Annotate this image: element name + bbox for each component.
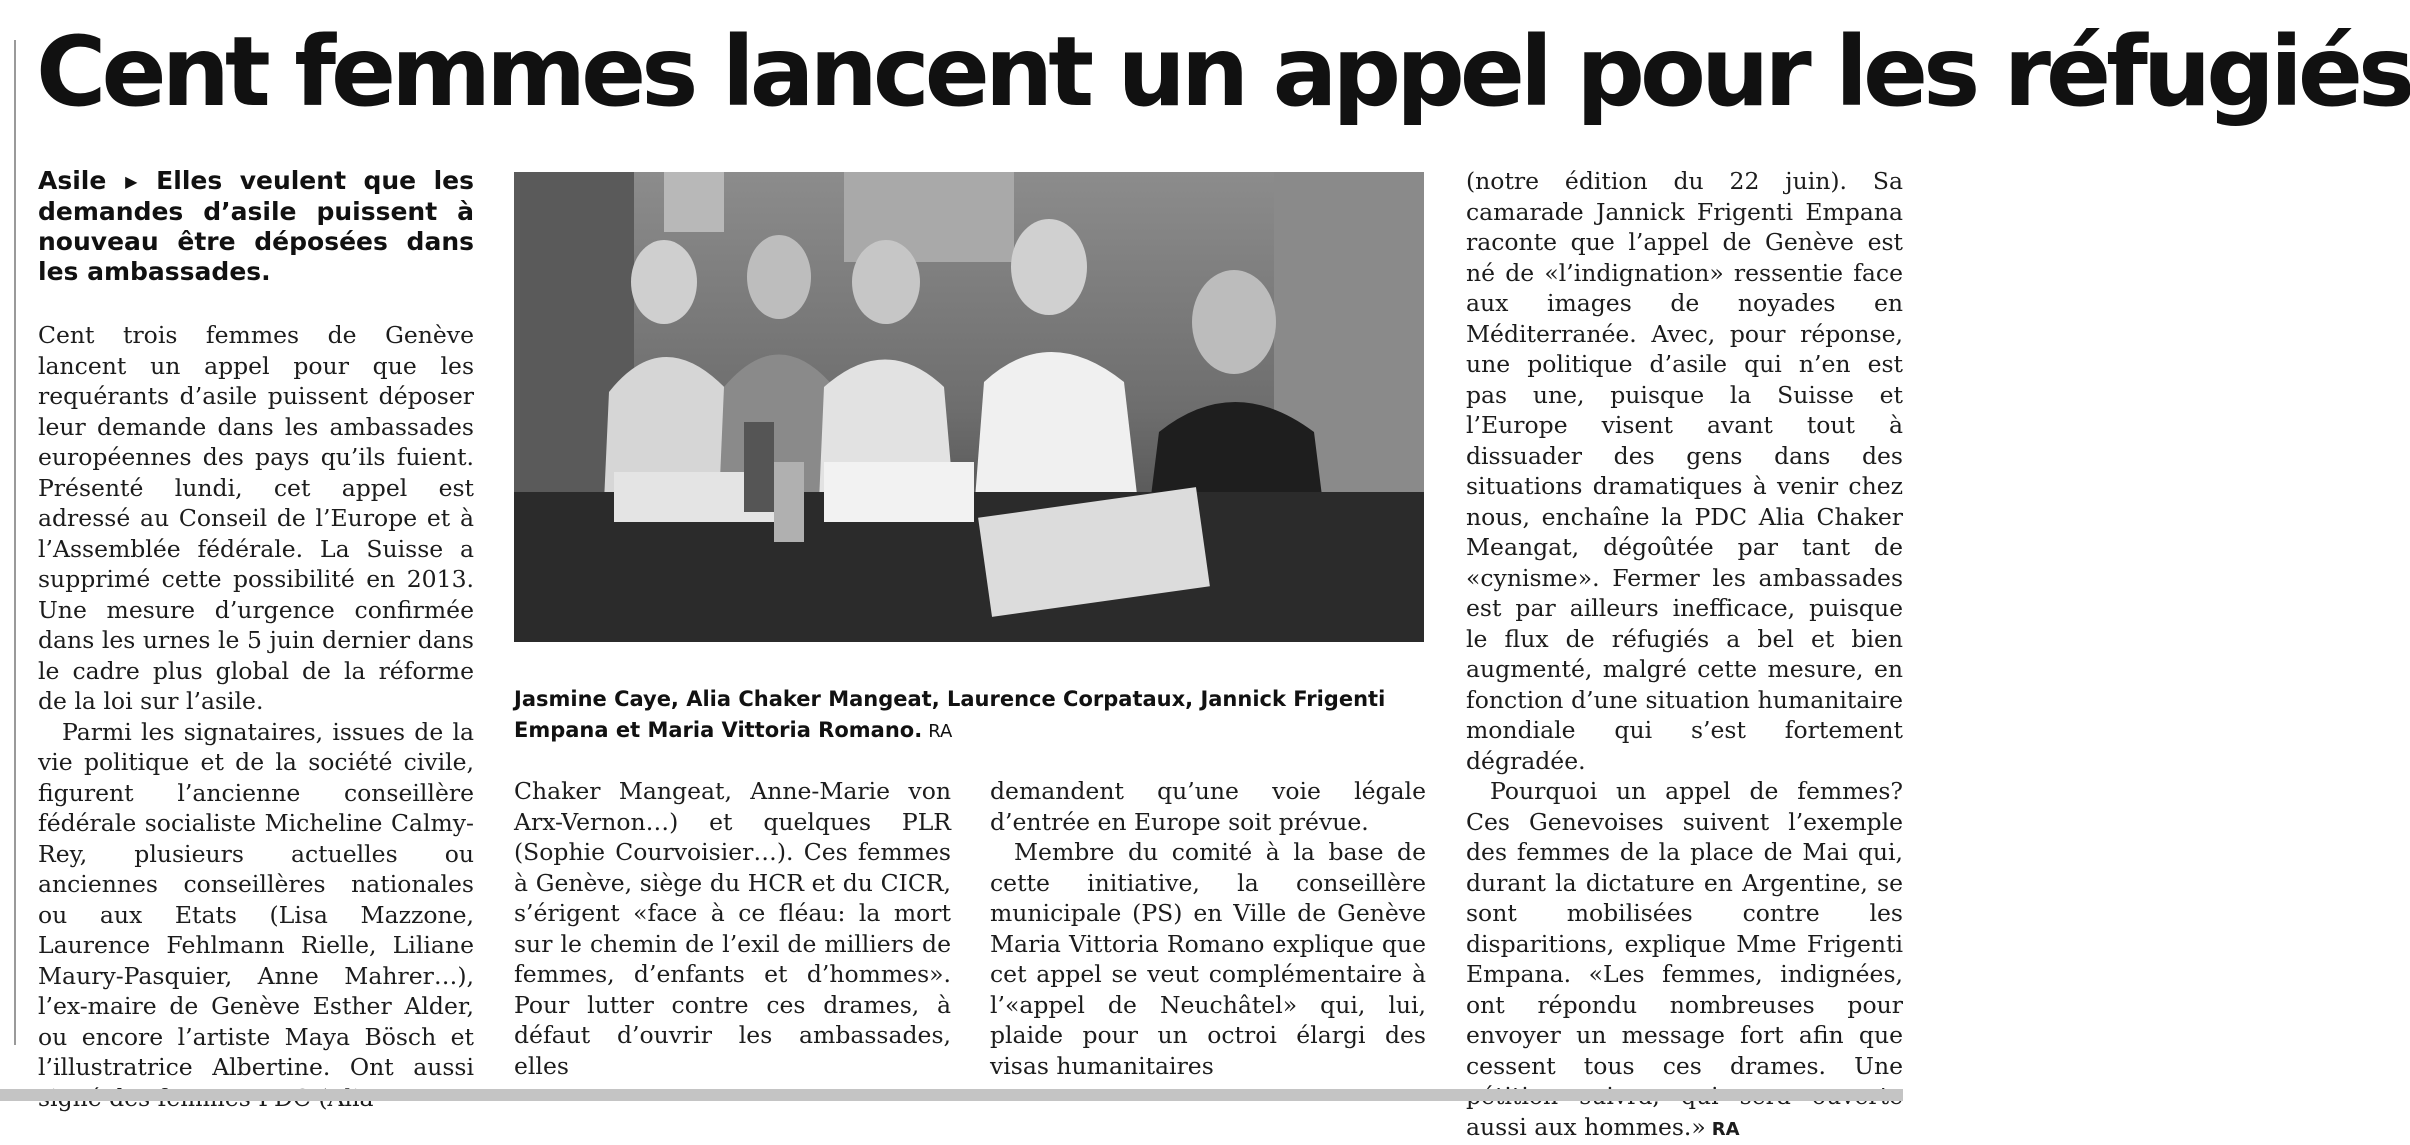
rubric-arrow-icon: ▶	[116, 172, 147, 191]
bottom-scroll-bar	[0, 1089, 1903, 1101]
article-photo	[514, 172, 1424, 642]
photo-caption	[514, 684, 1434, 747]
body-column-2	[514, 776, 951, 1080]
paragraph: demandent qu’une voie légale d’entrée en Europe soit prévue.	[990, 777, 1426, 836]
body-column-4	[1466, 166, 1903, 1141]
author-signature: RA	[1711, 1118, 1740, 1140]
caption-text: Jasmine Caye, Alia Chaker Mangeat, Laurence Corpataux, Jannick Frigenti Empana et Maria Vittoria Romano.	[514, 687, 1386, 742]
paragraph: Membre du comité à la base de cette initiative, la conseillère municipale (PS) en Ville de Genève Maria Vittoria Romano explique que cet appel se veut complémentaire à l’«appel de Neuchâtel» qui, lui, plaide pour un octroi élargi des visas humanitaires	[990, 838, 1426, 1080]
paragraph-text: Pourquoi un appel de femmes? Ces Genevoises suivent l’exemple des femmes de la place de Mai qui, durant la dictature en Argentine, se sont mobilisées contre les disparitions, explique Mme Frigenti Empana. «Les femmes, indignées, ont répondu nombreuses pour envoyer un message fort afin que cessent tous ces drames. Une aussi aux hommes.»	[1466, 777, 1903, 1141]
paragraph: Chaker Mangeat, Anne-Marie von Arx-Vernon…) et quelques PLR (Sophie Courvoisier…). Ces femmes à Genève, siège du HCR et du CICR, s’érigent «face à ce fléau: la mort sur le chemin de l’exil de milliers de femmes, d’enfants et d’hommes». Pour lutter contre ces drames, à défaut d’ouvrir les ambassades, elles	[514, 777, 951, 1080]
paragraph: Parmi les signataires, issues de la vie politique et de la société civile, figurent l’ancienne conseillère fédérale socialiste Micheline Calmy-Rey, plusieurs actuelles ou anciennes conseillères nationales ou aux Etats (Lisa Mazzone, Laurence Fehlmann Rielle, Liliane Maury-Pasquier, Anne Mahrer…), l’ex-maire de Genève Esther Alder, ou encore l’artiste Maya Bösch et l’illustratrice Albertine. Ont aussi	[38, 717, 474, 1081]
body-column-1	[38, 320, 474, 1081]
paragraph: Cent trois femmes de Genève lancent un appel pour que les requérants d’asile puissent déposer leur demande dans les ambassades européennes des pays qu’ils fuient. Présenté lundi, cet appel est adressé au Conseil de l’Europe et à l’Assemblée fédérale. La Suisse a supprimé cette possibilité en 2013. Une mesure d’urgence confirmée dans les urnes le 5 juin dernier dans le cadre plus global de la réforme de la loi sur l’asile.	[38, 321, 474, 715]
left-column-rule	[14, 40, 16, 1045]
photo-credit: RA	[928, 721, 953, 742]
article-headline: Cent femmes lancent un appel pour les réfugiés	[36, 16, 2410, 128]
photo-illustration	[514, 172, 1424, 642]
article-lead	[38, 166, 474, 287]
body-column-3	[990, 776, 1426, 1080]
lead-text: Elles veulent que les demandes d’asile puissent à nouveau être déposées dans les ambassades.	[38, 166, 474, 286]
paragraph: (notre édition du 22 juin). Sa camarade Jannick Frigenti Empana raconte que l’appel de Genève est né de «l’indignation» ressentie face aux images de noyades en Méditerranée. Avec, pour réponse, une politique d’asile qui n’en est pas une, puisque la Suisse et l’Europe visent avant tout à dissuader des gens dans des situations dramatiques à venir chez nous, enchaîne la PDC Alia Chaker Meangat, dégoûtée par tant de «cynisme». Fermer les ambassades est par ailleurs inefficace, puisque le flux de réfugiés a bel et bien augmenté, malgré cette mesure, en fonction d’une situation humanitaire mondiale qui s’est fortement dégradée.	[1466, 167, 1903, 775]
rubric-label: Asile	[38, 166, 107, 195]
